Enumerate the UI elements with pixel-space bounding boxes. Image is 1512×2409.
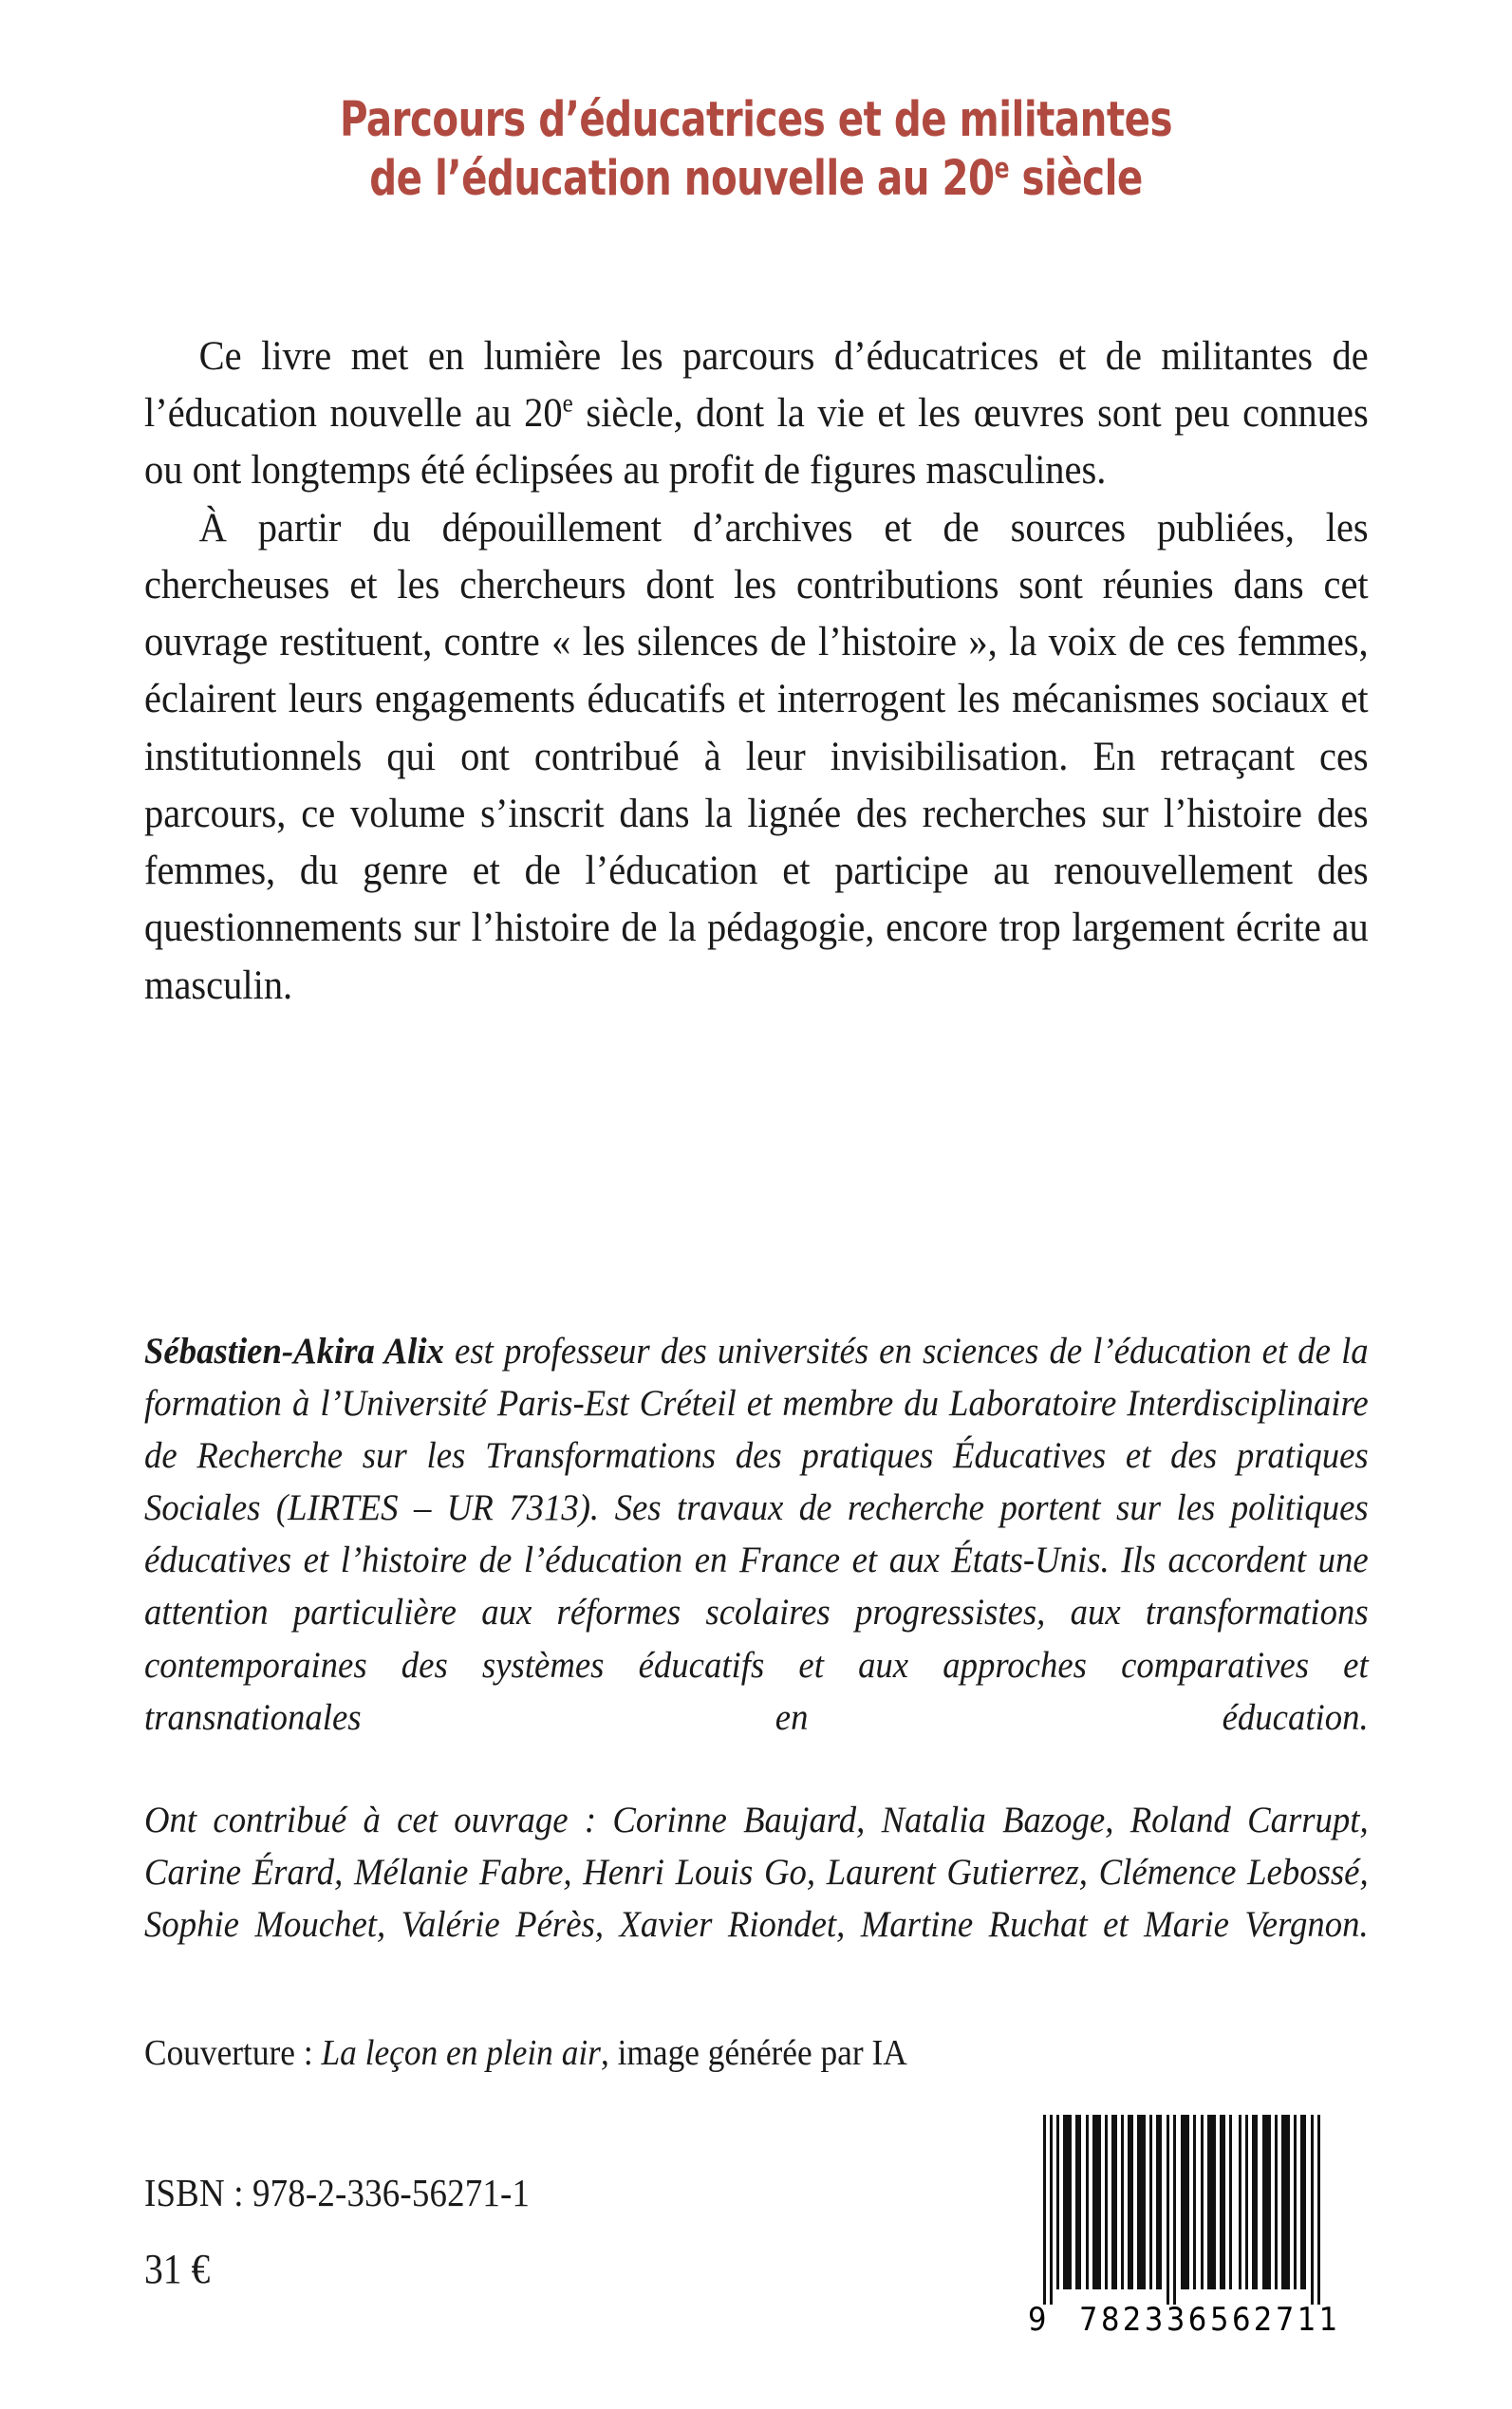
barcode-right-group: 562711 — [1210, 2301, 1341, 2339]
blurb-section — [144, 327, 1369, 1071]
page-title — [142, 91, 1370, 209]
author-bio-paragraph — [144, 1325, 1369, 1796]
ean13-barcode — [1028, 2115, 1343, 2339]
barcode-digits — [1030, 2301, 1343, 2339]
blurb-paragraph-2: À partir du dépouillement d’archives et de sources publiées, les chercheuses et les chercheurs dont les contributions sont réunies dans cet ouvrage restituent, contre « les silences de l’histoire », la voix de ces femmes, éclairent leurs engagements éducatifs et interrogent les mécanismes sociaux et institutionnels qui ont contribué à leur invisibilisation. En retraçant ces parcours, ce volume s’inscrit dans la lignée des recherches sur l’histoire des femmes, du genre et de l’éducation et participe au renouvellement des questionnements sur l’histoire de la pédagogie, encore trop largement écrite au masculin. — [144, 504, 1369, 1008]
title-line-2-text: de l’éducation nouvelle au 20 — [369, 151, 995, 208]
price-value: 31 € — [144, 2246, 211, 2292]
title-century-superscript: e — [994, 152, 1009, 185]
contributors-section — [144, 1794, 1369, 2003]
isbn-value: ISBN : 978-2-336-56271-1 — [144, 2171, 531, 2214]
blurb-century-superscript: e — [562, 388, 573, 418]
blurb-paragraph-1-part-b: siècle, dont la vie et les œuvres sont peu connues ou ont longtemps été éclipsées au profit de figures masculines. — [144, 390, 1369, 494]
barcode-left-group: 782336 — [1079, 2301, 1210, 2339]
blurb-paragraph-1 — [144, 327, 1369, 499]
isbn-price-block — [144, 2171, 809, 2292]
barcode-lead-digit: 9 — [1028, 2301, 1048, 2339]
title-line-1: Parcours d’éducatrices et de militantes — [339, 92, 1172, 148]
cover-artwork-title: La leçon en plein air — [321, 2033, 601, 2073]
blurb-paragraph-1-part-a: Ce livre met en lumière les parcours d’éducatrices et de militantes de l’éducation nouvelle au 20 — [144, 333, 1369, 437]
title-line-2-suffix: siècle — [1008, 151, 1143, 208]
author-bio-section — [144, 1325, 1369, 1796]
author-name: Sébastien-Akira Alix — [144, 1330, 444, 1372]
author-bio-text: est professeur des universités en sciences de l’éducation et de la formation à l’Université Paris-Est Créteil et membre du Laboratoire Interdisciplinaire de Recherche sur les Transformations des pratiques Éducatives et des pratiques Sociales (LIRTES – UR 7313). Ses travaux de recherche portent sur les politiques éducatives et l’histoire de l’éducation en France et aux États-Unis. Ils accordent une attention particulière aux réformes scolaires progressistes, aux transformations contemporaines des systèmes éducatifs et aux approches comparatives et transnationales en éducation. — [144, 1330, 1369, 1738]
cover-credit-line — [144, 2030, 1115, 2077]
title-line-2 — [216, 150, 1297, 209]
contributors-list: Ont contribué à cet ouvrage : Corinne Baujard, Natalia Bazoge, Roland Carrupt, Carine Érard, Mélanie Fabre, Henri Louis Go, Laurent Gutierrez, Clémence Lebossé, Sophie Mouchet, Valérie Pérès, Xavier Riondet, Martine Ruchat et Marie Vergnon. — [144, 1799, 1369, 1946]
cover-credit-suffix: , image générée par IA — [600, 2033, 907, 2073]
cover-credit-prefix: Couverture : — [144, 2033, 322, 2073]
